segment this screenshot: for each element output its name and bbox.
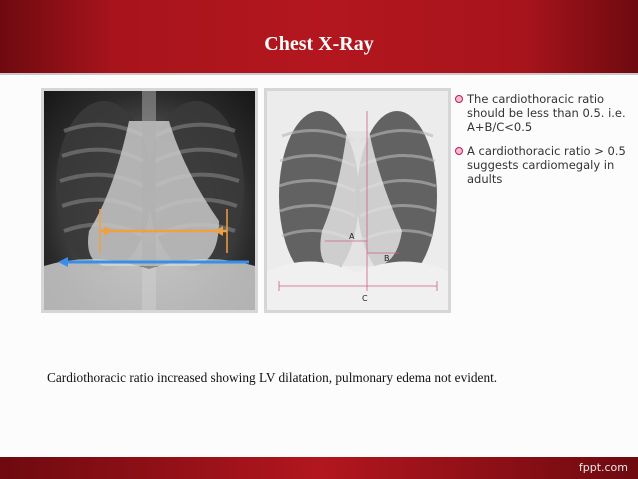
xray-diagram-ctr: [264, 88, 451, 313]
footer-bar: [0, 457, 638, 479]
bullet-text: A cardiothoracic ratio > 0.5 suggests cardiomegaly in adults: [467, 144, 626, 186]
info-bullets: [455, 92, 635, 196]
bullet-text: The cardiothoracic ratio should be less than 0.5. i.e. A+B/C<0.5: [467, 92, 626, 134]
ctr-diagram: [267, 91, 448, 310]
label-a: A: [349, 232, 355, 241]
slide-title: Chest X-Ray: [264, 33, 374, 55]
xray-illustration: [44, 91, 255, 310]
label-b: B: [384, 254, 390, 263]
footer-brand: fppt.com: [578, 461, 628, 474]
label-c: C: [362, 294, 368, 303]
title-bar: [0, 0, 638, 75]
bullet-item: [455, 144, 635, 186]
bullet-icon: [455, 95, 463, 103]
bullet-item: [455, 92, 635, 134]
slide-caption: Cardiothoracic ratio increased showing LV dilatation, pulmonary edema not evident.: [47, 370, 498, 385]
xray-image-cardiomegaly: [41, 88, 258, 313]
bullet-icon: [455, 147, 463, 155]
